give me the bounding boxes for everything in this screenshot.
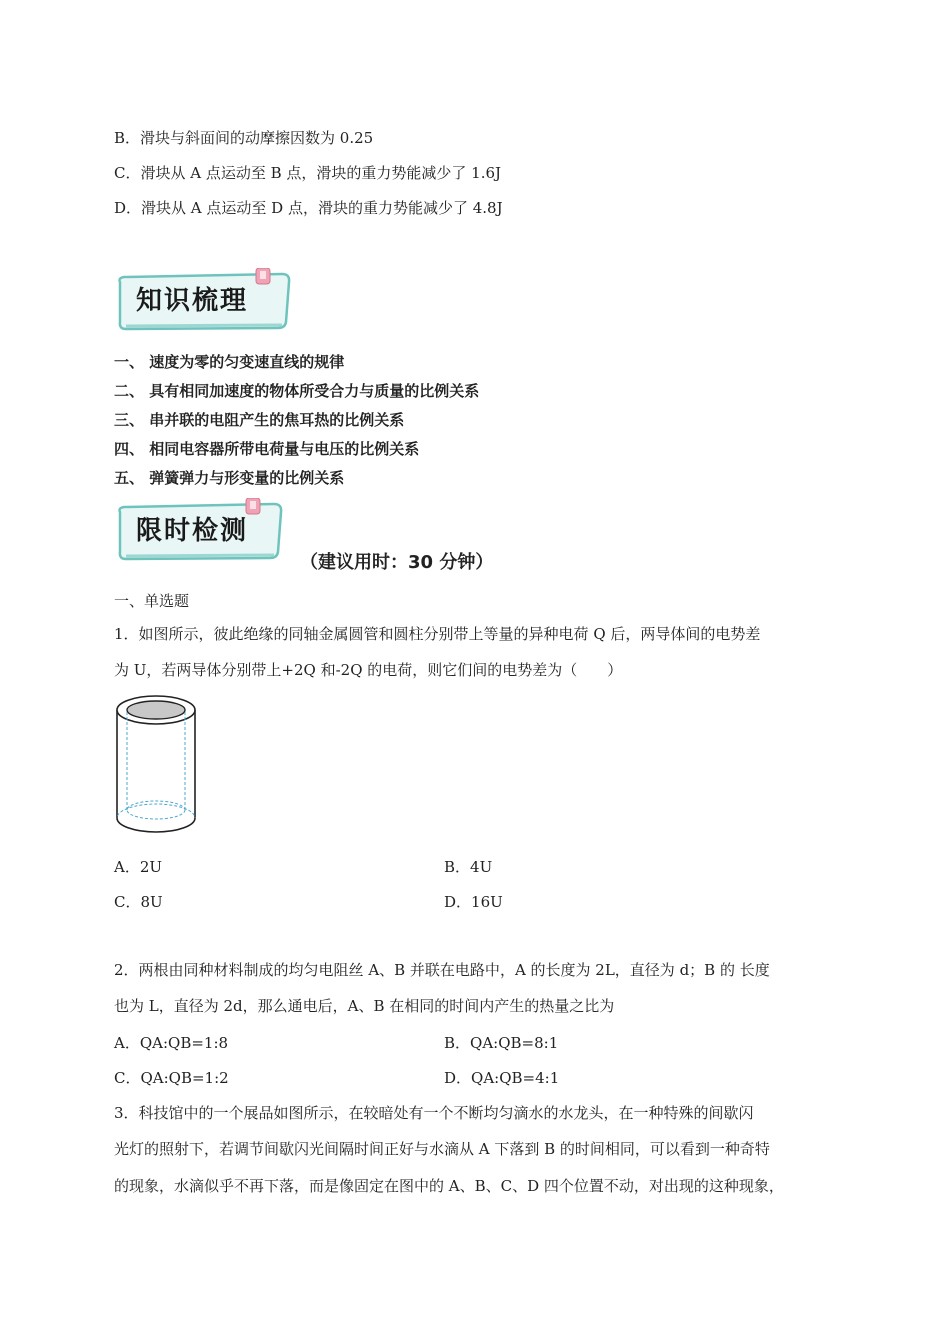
q2-option-a[interactable]: A．QA:QB=1:8 (114, 1034, 229, 1052)
knowledge-item: 五、 弹簧弹力与形变量的比例关系 (114, 469, 345, 487)
banner-title: 限时检测 (136, 516, 249, 546)
q1-stem-line2: 为 U，若两导体分别带上+2Q 和-2Q 的电荷，则它们间的电势差为（ ） (114, 661, 623, 679)
q2-option-b[interactable]: B．QA:QB=8:1 (444, 1034, 559, 1052)
timed-test-banner (114, 498, 294, 558)
option-b-friction: B．滑块与斜面间的动摩擦因数为 0.25 (114, 129, 374, 147)
q1-stem-line1: 1．如图所示，彼此绝缘的同轴金属圆管和圆柱分别带上等量的异种电荷 Q 后，两导体间的电势差 (114, 625, 761, 643)
q1-option-c[interactable]: C．8U (114, 893, 163, 911)
knowledge-banner (114, 268, 294, 328)
category-heading: 一、单选题 (114, 592, 190, 610)
time-hint: （建议用时：30 分钟） (300, 552, 494, 573)
coaxial-cylinder-figure (114, 690, 198, 838)
q1-option-a[interactable]: A．2U (114, 858, 163, 876)
q3-stem-line3: 的现象，水滴似乎不再下落，而是像固定在图中的 A、B、C、D 四个位置不动，对出现的这种现象， (114, 1177, 784, 1195)
knowledge-item: 三、 串并联的电阻产生的焦耳热的比例关系 (114, 411, 405, 429)
q2-option-c[interactable]: C．QA:QB=1:2 (114, 1069, 229, 1087)
q2-stem-line1: 2．两根由同种材料制成的均匀电阻丝 A、B 并联在电路中，A 的长度为 2L，直径为 d；B 的 长度 (114, 961, 770, 979)
q1-option-d[interactable]: D．16U (444, 893, 503, 911)
q2-stem-line2: 也为 L，直径为 2d，那么通电后，A、B 在相同的时间内产生的热量之比为 (114, 997, 615, 1015)
knowledge-item: 二、 具有相同加速度的物体所受合力与质量的比例关系 (114, 382, 480, 400)
knowledge-item: 四、 相同电容器所带电荷量与电压的比例关系 (114, 440, 420, 458)
q3-stem-line2: 光灯的照射下，若调节间歇闪光间隔时间正好与水滴从 A 下落到 B 的时间相同，可以看到一种奇特 (114, 1140, 770, 1158)
q3-stem-line1: 3．科技馆中的一个展品如图所示，在较暗处有一个不断均匀滴水的水龙头，在一种特殊的间歇闪 (114, 1104, 754, 1122)
q2-option-d[interactable]: D．QA:QB=4:1 (444, 1069, 560, 1087)
option-c-potential-ab: C．滑块从 A 点运动至 B 点，滑块的重力势能减少了 1.6J (114, 164, 502, 182)
q1-option-b[interactable]: B．4U (444, 858, 493, 876)
knowledge-item: 一、 速度为零的匀变速直线的规律 (114, 353, 345, 371)
banner-title: 知识梳理 (136, 286, 249, 316)
option-d-potential-ad: D．滑块从 A 点运动至 D 点，滑块的重力势能减少了 4.8J (114, 199, 503, 217)
